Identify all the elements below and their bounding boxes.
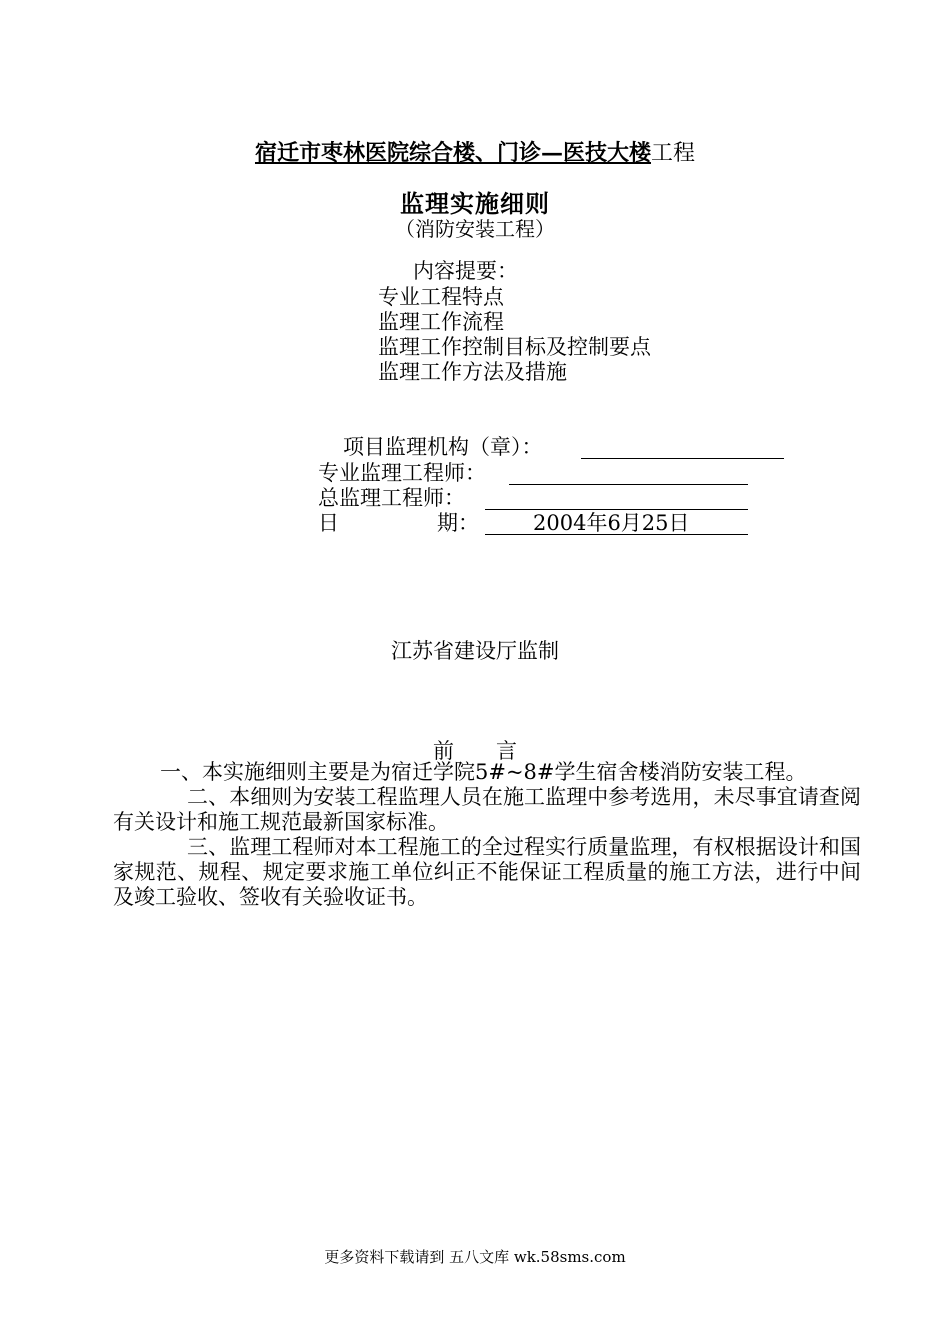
date-label-left: 日: [318, 511, 339, 535]
summary-heading: 内容提要：: [413, 259, 518, 283]
footer-note: 更多资料下载请到 五八文库 wk.58sms.com: [324, 1248, 626, 1266]
issuer: 江苏省建设厅监制: [391, 639, 559, 663]
project-name-suffix: 工程: [651, 141, 696, 166]
preface-title: 前 言: [433, 739, 517, 763]
document-title: 监理实施细则: [400, 189, 550, 218]
project-name: 宿迁市枣林医院综合楼、门诊—医技大楼: [254, 140, 651, 166]
date-value: 2004年6月25日: [533, 511, 690, 535]
preface-paragraph-3: 三、监理工程师对本工程施工的全过程实行质量监理，有权根据设计和国家规范、规程、规定要求施工单位纠正不能保证工程质量的施工方法，进行中间及竣工验收、签收有关验收证书。: [113, 835, 861, 909]
org-signature-line: [581, 458, 784, 459]
date-label-right: 期：: [437, 511, 479, 535]
engineer-label: 专业监理工程师：: [318, 461, 486, 485]
preface-paragraph-2: 二、本细则为安装工程监理人员在施工监理中参考选用，未尽事宜请查阅有关设计和施工规范最新国家标准。: [113, 785, 861, 834]
chief-engineer-label: 总监理工程师：: [318, 486, 465, 510]
engineer-signature-line: [509, 484, 748, 485]
summary-item: 监理工作控制目标及控制要点: [378, 335, 651, 359]
document-subtitle: （消防安装工程）: [395, 217, 555, 241]
summary-item: 监理工作流程: [378, 310, 504, 334]
summary-item: 监理工作方法及措施: [378, 360, 567, 384]
project-title: [0, 136, 950, 167]
preface-paragraph-1: 一、本实施细则主要是为宿迁学院5#~8#学生宿舍楼消防安装工程。: [160, 760, 807, 784]
summary-item: 专业工程特点: [378, 285, 504, 309]
date-line: [485, 534, 748, 535]
org-label: 项目监理机构（章）：: [343, 435, 543, 459]
